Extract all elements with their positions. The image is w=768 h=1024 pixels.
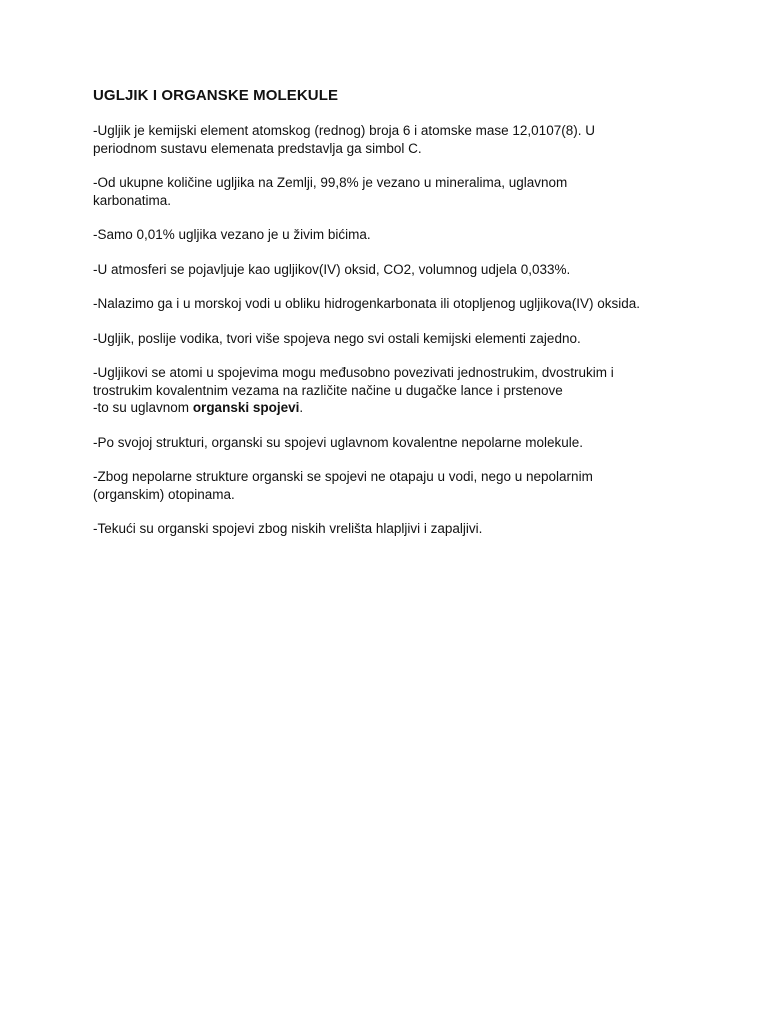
paragraph-structure xyxy=(93,434,683,452)
line-suffix: . xyxy=(299,400,304,415)
paragraph-carbon-element xyxy=(93,122,683,157)
paragraph-volatility xyxy=(93,520,683,538)
paragraph-line: -Samo 0,01% ugljika vezano je u živim bićima. xyxy=(93,227,371,242)
paragraph-line: -Ugljik, poslije vodika, tvori više spojeva nego svi ostali kemijski elementi zajedno. xyxy=(93,330,581,346)
paragraph-line: -U atmosferi se pojavljuje kao ugljikov(IV) oksid, CO2, volumnog udjela 0,033%. xyxy=(93,261,571,277)
document-title: UGLJIK I ORGANSKE MOLEKULE xyxy=(93,87,339,104)
paragraph-line: -Od ukupne količine ugljika na Zemlji, 99,8% je vezano u mineralima, uglavnom xyxy=(93,175,568,190)
paragraph-carbon-earth xyxy=(93,174,683,209)
paragraph-line: trostrukim kovalentnim vezama na različite načine u dugačke lance i prstenove xyxy=(93,382,563,398)
paragraph-line: -Ugljik je kemijski element atomskog (rednog) broja 6 i atomske mase 12,0107(8). U xyxy=(93,123,595,138)
document-body xyxy=(93,86,683,555)
paragraph-bonding xyxy=(93,364,683,417)
paragraph-living-beings xyxy=(93,226,683,244)
paragraph-line: -Nalazimo ga i u morskoj vodi u obliku hidrogenkarbonata ili otopljenog ugljikova(IV) oksida. xyxy=(93,296,641,311)
paragraph-line: -Tekući su organski spojevi zbog niskih vrelišta hlapljivi i zapaljivi. xyxy=(93,521,483,536)
paragraph-line: karbonatima. xyxy=(93,192,172,208)
paragraph-compounds-count xyxy=(93,330,683,348)
paragraph-sea-water xyxy=(93,295,683,313)
organic-compounds-bold: organski spojevi xyxy=(192,400,300,415)
paragraph-line: (organskim) otopinama. xyxy=(93,486,235,502)
paragraph-atmosphere xyxy=(93,261,683,279)
paragraph-line: periodnom sustavu elemenata predstavlja ga simbol C. xyxy=(93,140,422,156)
paragraph-line: -Ugljikovi se atomi u spojevima mogu međusobno povezivati jednostrukim, dvostrukim i xyxy=(93,365,614,380)
line-prefix: -to su uglavnom xyxy=(93,400,193,415)
paragraph-solubility xyxy=(93,468,683,503)
paragraph-line: -Po svojoj strukturi, organski su spojevi uglavnom kovalentne nepolarne molekule. xyxy=(93,434,584,450)
paragraph-line-organic xyxy=(93,399,683,417)
paragraph-line: -Zbog nepolarne strukture organski se spojevi ne otapaju u vodi, nego u nepolarnim xyxy=(93,469,593,484)
